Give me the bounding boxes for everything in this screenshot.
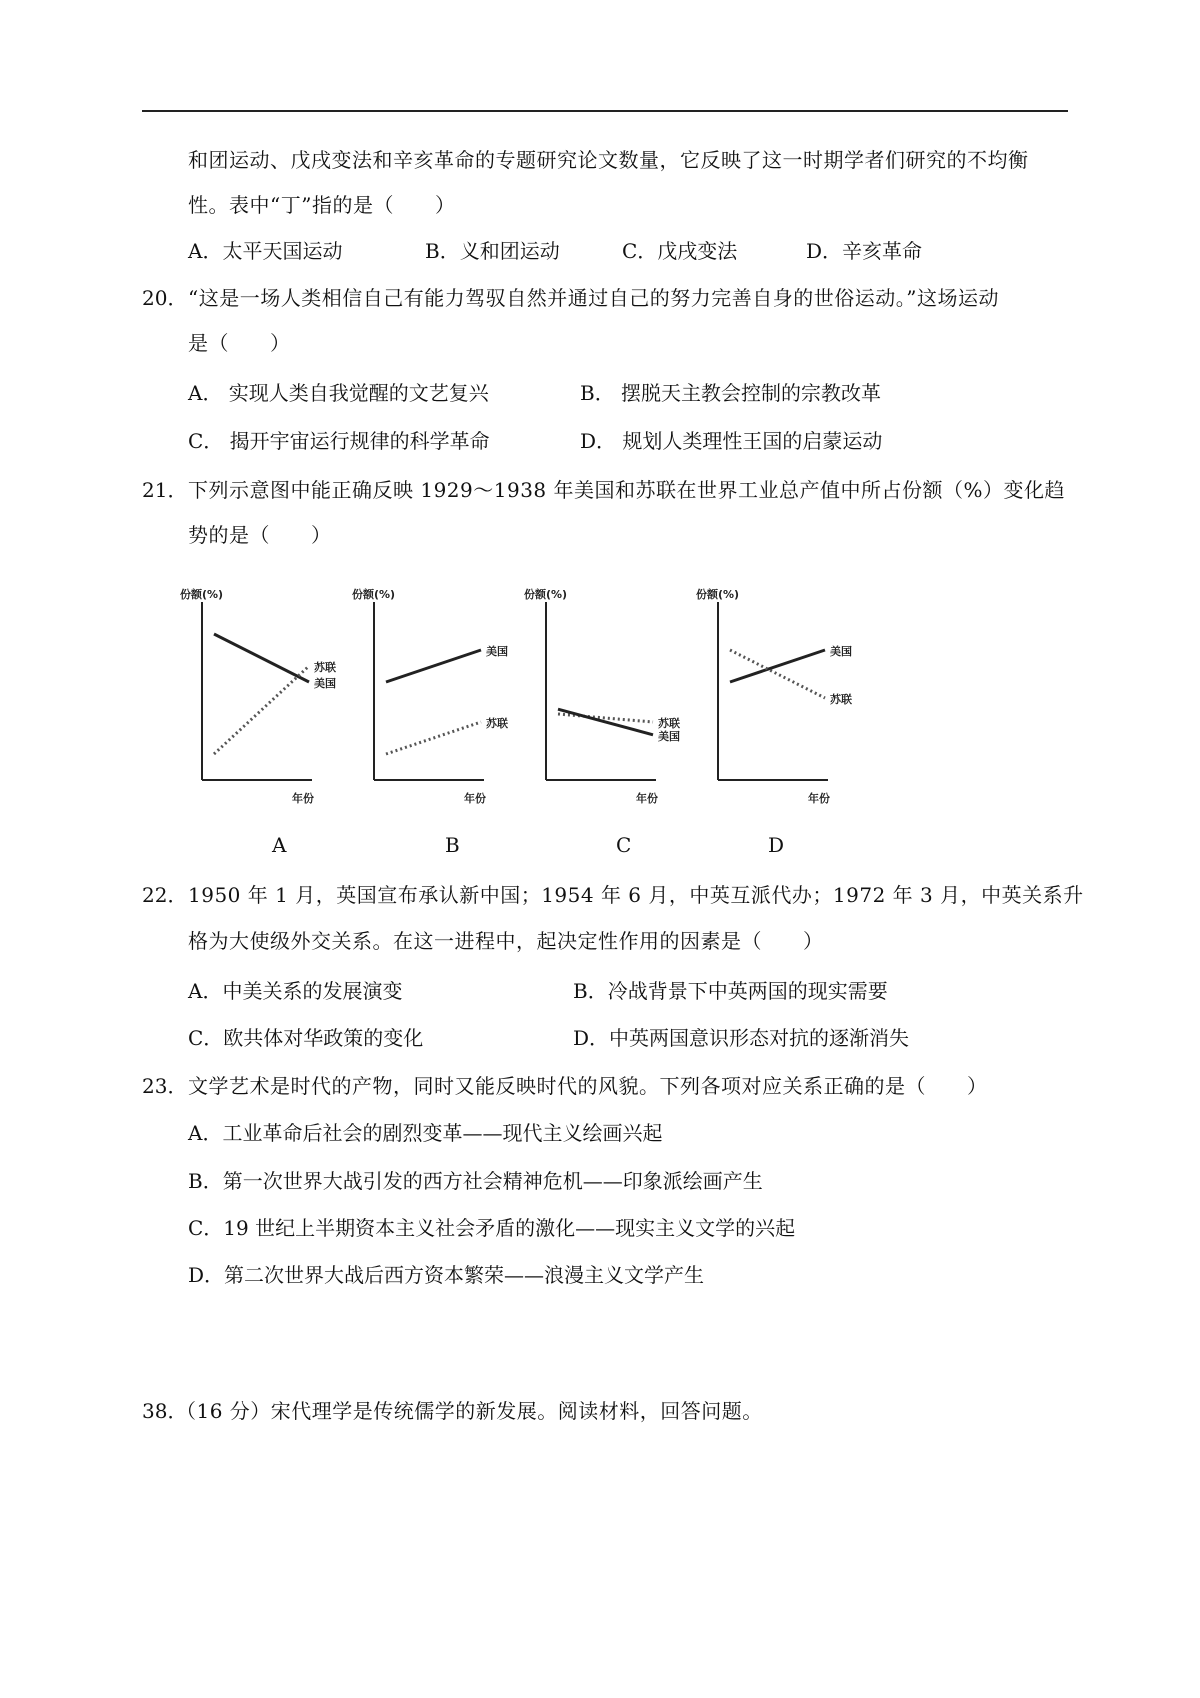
q22-option-c[interactable]: C．欧共体对华政策的变化 <box>188 1026 424 1050</box>
q20-text-line2: 是（ ） <box>188 331 291 355</box>
series-line-first <box>214 634 309 682</box>
y-axis-label: 份额(%) <box>696 588 740 601</box>
series-label: 美国 <box>486 645 508 658</box>
q38-number: 38． <box>142 1399 188 1423</box>
q19-option-b[interactable]: B．义和团运动 <box>425 239 560 263</box>
q22-option-a[interactable]: A．中美关系的发展演变 <box>188 979 403 1003</box>
q21-charts <box>180 580 900 815</box>
q21-number: 21． <box>142 478 188 502</box>
chart-panel-c <box>524 587 680 805</box>
chart-letter-a[interactable]: A <box>272 833 287 857</box>
chart-panel-a <box>180 587 336 805</box>
q19-option-c[interactable]: C．戊戌变法 <box>622 239 738 263</box>
q20-option-d[interactable]: D． 规划人类理性王国的启蒙运动 <box>580 429 883 453</box>
series-label: 美国 <box>658 729 680 743</box>
chart-panel-d <box>696 587 852 805</box>
series-label: 美国 <box>830 645 852 658</box>
series-line-second <box>214 666 309 754</box>
q23-option-a[interactable]: A．工业革命后社会的剧烈变革——现代主义绘画兴起 <box>188 1121 663 1145</box>
q38-text-line1: （16 分）宋代理学是传统儒学的新发展。阅读材料，回答问题。 <box>176 1399 763 1423</box>
q21-text-line1: 下列示意图中能正确反映 1929～1938 年美国和苏联在世界工业总产值中所占份额（%）变化趋 <box>188 478 1066 502</box>
q20-option-b[interactable]: B． 摆脱天主教会控制的宗教改革 <box>580 381 882 405</box>
q22-option-d[interactable]: D．中英两国意识形态对抗的逐渐消失 <box>573 1026 910 1050</box>
x-axis-label: 年份 <box>636 792 658 805</box>
chart-letter-b[interactable]: B <box>445 833 460 857</box>
q23-text-line1: 文学艺术是时代的产物，同时又能反映时代的风貌。下列各项对应关系正确的是（ ） <box>188 1074 988 1098</box>
q19-option-d[interactable]: D．辛亥革命 <box>806 239 923 263</box>
q22-text-line1: 1950 年 1 月，英国宣布承认新中国；1954 年 6 月，中英互派代办；1972 年 3 月，中英关系升 <box>188 883 1084 907</box>
q19-text-line1: 和团运动、戊戌变法和辛亥革命的专题研究论文数量，它反映了这一时期学者们研究的不均衡 <box>188 148 1029 172</box>
series-label: 苏联 <box>658 717 680 730</box>
q20-number: 20． <box>142 286 188 310</box>
y-axis-label: 份额(%) <box>180 588 224 601</box>
x-axis-label: 年份 <box>292 792 314 805</box>
series-line-first <box>730 650 825 682</box>
q19-option-a[interactable]: A．太平天国运动 <box>188 239 343 263</box>
q23-option-b[interactable]: B．第一次世界大战引发的西方社会精神危机——印象派绘画产生 <box>188 1169 763 1193</box>
series-label: 美国 <box>314 677 336 690</box>
q21-text-line2: 势的是（ ） <box>188 523 332 547</box>
series-line-second <box>730 650 825 698</box>
q22-option-b[interactable]: B．冷战背景下中英两国的现实需要 <box>573 979 888 1003</box>
series-label: 苏联 <box>830 693 852 706</box>
q19-text-line2: 性。表中“丁”指的是（ ） <box>188 193 456 217</box>
header-rule <box>142 110 1068 112</box>
series-label: 苏联 <box>314 661 336 674</box>
q20-option-a[interactable]: A． 实现人类自我觉醒的文艺复兴 <box>188 381 489 405</box>
q23-option-c[interactable]: C．19 世纪上半期资本主义社会矛盾的激化——现实主义文学的兴起 <box>188 1216 796 1240</box>
x-axis-label: 年份 <box>808 792 830 805</box>
q20-option-c[interactable]: C． 揭开宇宙运行规律的科学革命 <box>188 429 490 453</box>
chart-letter-d[interactable]: D <box>768 833 785 857</box>
q20-text-line1: “这是一场人类相信自己有能力驾驭自然并通过自己的努力完善自身的世俗运动。”这场运动 <box>188 286 999 310</box>
series-line-first <box>386 650 481 682</box>
q23-number: 23． <box>142 1074 188 1098</box>
chart-panel-b <box>352 587 508 805</box>
q22-number: 22． <box>142 883 188 907</box>
y-axis-label: 份额(%) <box>352 588 396 601</box>
q23-option-d[interactable]: D．第二次世界大战后西方资本繁荣——浪漫主义文学产生 <box>188 1263 705 1287</box>
chart-letter-c[interactable]: C <box>616 833 632 857</box>
q22-text-line2: 格为大使级外交关系。在这一进程中，起决定性作用的因素是（ ） <box>188 929 824 953</box>
series-label: 苏联 <box>486 717 508 730</box>
y-axis-label: 份额(%) <box>524 588 568 601</box>
x-axis-label: 年份 <box>464 792 486 805</box>
series-line-second <box>386 722 481 754</box>
